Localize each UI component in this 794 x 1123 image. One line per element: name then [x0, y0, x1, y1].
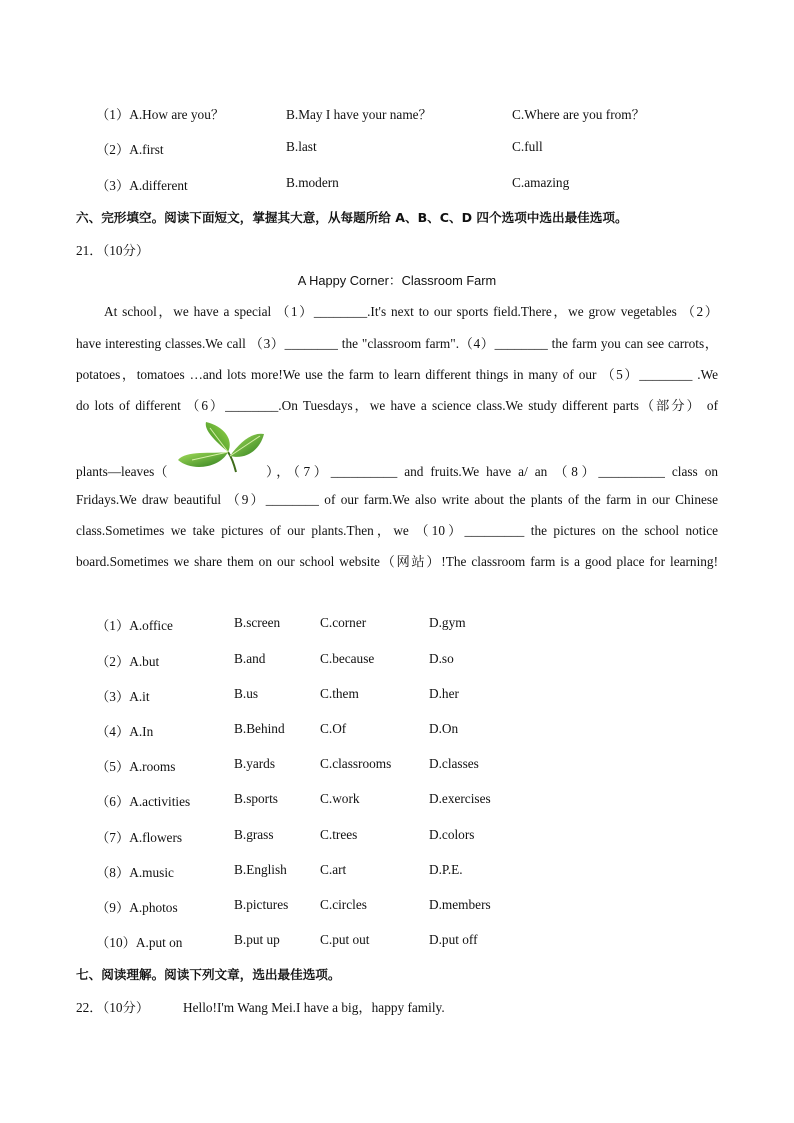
- option-a[interactable]: （1）A.office: [96, 618, 173, 633]
- option-a[interactable]: （9）A.photos: [96, 900, 178, 915]
- option-a[interactable]: （6）A.activities: [96, 794, 191, 809]
- option-d[interactable]: D.members: [429, 897, 491, 912]
- passage-line-end: ），（7）__________ and fruits.We have a/ an （8）__________ class on: [266, 464, 718, 479]
- option-d[interactable]: D.gym: [429, 615, 466, 630]
- passage-line: At school，we have a special （1）________.It's next to our sports field.There，we grow vegetables （2）: [104, 304, 718, 319]
- passage-line: have interesting classes.We call （3）________ the "classroom farm".（4）________ the farm you can see carrots，: [76, 336, 718, 351]
- option-d[interactable]: D.P.E.: [429, 862, 463, 877]
- passage-line: Hello!I'm Wang Mei.I have a big，happy family.: [183, 1000, 445, 1015]
- option-b[interactable]: B.modern: [286, 175, 339, 190]
- option-c[interactable]: C.full: [512, 139, 543, 154]
- option-c[interactable]: C.trees: [320, 827, 358, 842]
- option-b[interactable]: B.screen: [234, 615, 281, 630]
- option-c[interactable]: C.amazing: [512, 175, 570, 190]
- option-b[interactable]: B.and: [234, 651, 266, 666]
- option-a[interactable]: （3）A.different: [96, 178, 188, 193]
- option-a[interactable]: （3）A.it: [96, 689, 150, 704]
- option-d[interactable]: D.her: [429, 686, 459, 701]
- option-c[interactable]: C.Where are you from？: [512, 107, 645, 122]
- option-d[interactable]: D.colors: [429, 827, 475, 842]
- option-a[interactable]: （4）A.In: [96, 724, 154, 739]
- option-a[interactable]: （2）A.but: [96, 654, 160, 669]
- option-c[interactable]: C.classrooms: [320, 756, 392, 771]
- option-c[interactable]: C.because: [320, 651, 375, 666]
- option-b[interactable]: B.last: [286, 139, 317, 154]
- option-c[interactable]: C.put out: [320, 932, 370, 947]
- passage-line: class.Sometimes we take pictures of our plants.Then，we （10）_________ the pictures on the school notice: [76, 523, 718, 538]
- option-b[interactable]: B.pictures: [234, 897, 289, 912]
- passage-line: Fridays.We draw beautiful （9）________ of our farm.We also write about the plants of the farm in our Chinese: [76, 492, 718, 507]
- option-c[interactable]: C.art: [320, 862, 347, 877]
- option-d[interactable]: D.so: [429, 651, 454, 666]
- option-c[interactable]: C.them: [320, 686, 359, 701]
- option-d[interactable]: D.put off: [429, 932, 478, 947]
- leaf-icon: [172, 420, 268, 476]
- passage-line: board.Sometimes we share them on our school website（网站）!The classroom farm is a good place for learning!: [76, 554, 718, 569]
- option-b[interactable]: B.put up: [234, 932, 280, 947]
- option-d[interactable]: D.classes: [429, 756, 479, 771]
- passage-line: potatoes，tomatoes …and lots more!We use the farm to learn different things in many of our （5）________ .We: [76, 367, 718, 382]
- option-b[interactable]: B.yards: [234, 756, 275, 771]
- option-a[interactable]: （2）A.first: [96, 142, 164, 157]
- section-heading: 六、完形填空。阅读下面短文，掌握其大意，从每题所给 A、B、C、D 四个选项中选出最佳选项。: [76, 210, 628, 225]
- option-c[interactable]: C.corner: [320, 615, 367, 630]
- option-b[interactable]: B.English: [234, 862, 287, 877]
- option-a[interactable]: （7）A.flowers: [96, 830, 183, 845]
- option-b[interactable]: B.sports: [234, 791, 278, 806]
- option-a[interactable]: （10）A.put on: [96, 935, 183, 950]
- option-b[interactable]: B.grass: [234, 827, 274, 842]
- question-number: 22．（10分）: [76, 1000, 150, 1015]
- option-d[interactable]: D.exercises: [429, 791, 491, 806]
- question-number: 21．（10分）: [76, 243, 150, 258]
- section-heading: 七、阅读理解。阅读下列文章，选出最佳选项。: [76, 967, 341, 982]
- passage-line: do lots of different （6）________.On Tuesdays，we have a science class.We study different parts（部分） of: [76, 398, 718, 413]
- passage-line-start: plants—leaves（: [76, 464, 168, 479]
- option-b[interactable]: B.Behind: [234, 721, 285, 736]
- option-b[interactable]: B.May I have your name？: [286, 107, 432, 122]
- option-c[interactable]: C.circles: [320, 897, 367, 912]
- passage-title: A Happy Corner：Classroom Farm: [297, 273, 497, 288]
- option-c[interactable]: C.Of: [320, 721, 347, 736]
- option-c[interactable]: C.work: [320, 791, 360, 806]
- option-a[interactable]: （5）A.rooms: [96, 759, 176, 774]
- option-a[interactable]: （8）A.music: [96, 865, 174, 880]
- option-d[interactable]: D.On: [429, 721, 459, 736]
- option-b[interactable]: B.us: [234, 686, 259, 701]
- option-a[interactable]: （1）A.How are you？: [96, 107, 225, 122]
